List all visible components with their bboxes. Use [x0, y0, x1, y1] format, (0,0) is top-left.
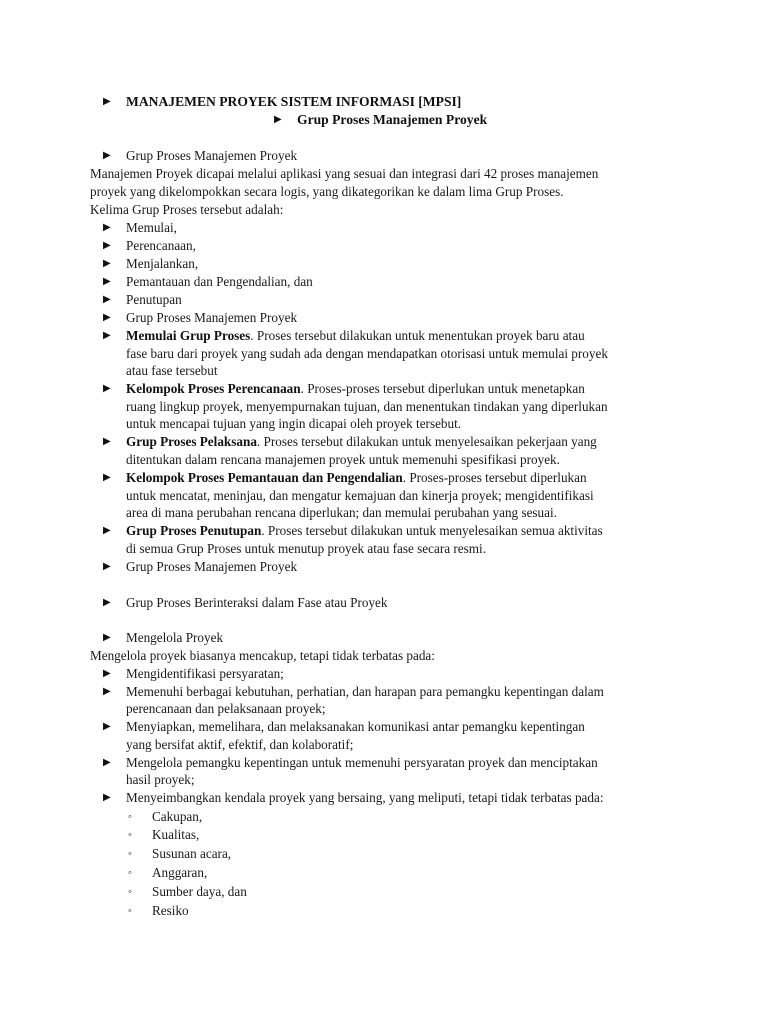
group-text: . Proses-proses tersebut diperlukan untuk menetapkan — [300, 381, 585, 396]
list-item: yang bersifat aktif, efektif, dan kolaboratif; — [126, 737, 354, 752]
sub-list-item: Susunan acara, — [152, 846, 232, 861]
list-item: Penutupan — [126, 292, 182, 307]
arrow-bullet-icon: ▶ — [103, 632, 111, 643]
section-heading: Grup Proses Berinteraksi dalam Fase atau Proyek — [126, 595, 388, 610]
arrow-bullet-icon: ▶ — [103, 240, 111, 251]
group-text: . Proses tersebut dilakukan untuk menyelesaikan semua aktivitas — [261, 523, 603, 538]
list-item: Memulai, — [126, 220, 177, 235]
group-item — [126, 470, 587, 486]
group-text: ruang lingkup proyek, menyempurnakan tujuan, dan menentukan tindakan yang diperlukan — [126, 399, 608, 414]
arrow-bullet-icon: ▶ — [103, 330, 111, 341]
group-item — [126, 434, 597, 450]
list-item: Mengidentifikasi persyaratan; — [126, 666, 284, 681]
group-text: area di mana perubahan rencana diperlukan; dan memulai perubahan yang sesuai. — [126, 505, 557, 520]
list-item: Menyeimbangkan kendala proyek yang bersaing, yang meliputi, tetapi tidak terbatas pada: — [126, 790, 604, 805]
sub-list-item: Anggaran, — [152, 865, 208, 880]
group-term: Kelompok Proses Perencanaan — [126, 381, 301, 396]
group-item — [126, 381, 585, 397]
doc-subtitle: Grup Proses Manajemen Proyek — [297, 112, 488, 127]
section-heading: Grup Proses Manajemen Proyek — [126, 559, 298, 574]
group-text: untuk mencapai tujuan yang ingin dicapai oleh proyek tersebut. — [126, 416, 462, 431]
paragraph-line: Manajemen Proyek dicapai melalui aplikasi yang sesuai dan integrasi dari 42 proses manajemen — [90, 166, 599, 181]
list-item: Mengelola pemangku kepentingan untuk memenuhi persyaratan proyek dan menciptakan — [126, 755, 598, 770]
list-item: hasil proyek; — [126, 772, 195, 787]
arrow-bullet-icon: ▶ — [103, 96, 111, 107]
paragraph-line: proyek yang dikelompokkan secara logis, yang dikategorikan ke dalam lima Grup Proses. — [90, 184, 564, 199]
sub-list-item: Sumber daya, dan — [152, 884, 247, 899]
group-text: . Proses tersebut dilakukan untuk menentukan proyek baru atau — [250, 328, 585, 343]
list-item: Menjalankan, — [126, 256, 199, 271]
arrow-bullet-icon: ▶ — [103, 294, 111, 305]
circle-bullet-icon: ◦ — [128, 829, 132, 841]
arrow-bullet-icon: ▶ — [103, 436, 111, 447]
arrow-bullet-icon: ▶ — [103, 276, 111, 287]
sub-list-item: Cakupan, — [152, 809, 203, 824]
arrow-bullet-icon: ▶ — [103, 472, 111, 483]
circle-bullet-icon: ◦ — [128, 811, 132, 823]
group-text: fase baru dari proyek yang sudah ada dengan mendapatkan otorisasi untuk memulai proyek — [126, 346, 608, 361]
doc-title: MANAJEMEN PROYEK SISTEM INFORMASI [MPSI] — [126, 94, 462, 109]
group-text: . Proses tersebut dilakukan untuk menyelesaikan pekerjaan yang — [256, 434, 597, 449]
arrow-bullet-icon: ▶ — [103, 597, 111, 608]
paragraph-line: Mengelola proyek biasanya mencakup, tetapi tidak terbatas pada: — [90, 648, 435, 663]
arrow-bullet-icon: ▶ — [103, 721, 111, 732]
circle-bullet-icon: ◦ — [128, 867, 132, 879]
arrow-bullet-icon: ▶ — [103, 150, 111, 161]
group-term: Grup Proses Penutupan — [126, 523, 262, 538]
arrow-bullet-icon: ▶ — [274, 114, 282, 125]
group-term: Kelompok Proses Pemantauan dan Pengendalian — [126, 470, 403, 485]
arrow-bullet-icon: ▶ — [103, 525, 111, 536]
arrow-bullet-icon: ▶ — [103, 668, 111, 679]
group-text: atau fase tersebut — [126, 363, 218, 378]
group-text: ditentukan dalam rencana manajemen proyek untuk memenuhi spesifikasi proyek. — [126, 452, 560, 467]
section-heading: Grup Proses Manajemen Proyek — [126, 148, 298, 163]
arrow-bullet-icon: ▶ — [103, 561, 111, 572]
list-item: perencanaan dan pelaksanaan proyek; — [126, 701, 326, 716]
list-item: Pemantauan dan Pengendalian, dan — [126, 274, 313, 289]
group-item — [126, 328, 585, 344]
list-item: Perencanaan, — [126, 238, 196, 253]
group-text: untuk mencatat, meninjau, dan mengatur kemajuan dan kinerja proyek; mengidentifikasi — [126, 488, 594, 503]
group-item — [126, 523, 603, 539]
group-text: . Proses-proses tersebut diperlukan — [402, 470, 587, 485]
sub-list-item: Resiko — [152, 903, 189, 918]
arrow-bullet-icon: ▶ — [103, 258, 111, 269]
section-heading: Mengelola Proyek — [126, 630, 224, 645]
arrow-bullet-icon: ▶ — [103, 312, 111, 323]
circle-bullet-icon: ◦ — [128, 848, 132, 860]
arrow-bullet-icon: ▶ — [103, 757, 111, 768]
list-item: Memenuhi berbagai kebutuhan, perhatian, dan harapan para pemangku kepentingan dalam — [126, 684, 604, 699]
arrow-bullet-icon: ▶ — [103, 222, 111, 233]
paragraph-line: Kelima Grup Proses tersebut adalah: — [90, 202, 284, 217]
arrow-bullet-icon: ▶ — [103, 792, 111, 803]
circle-bullet-icon: ◦ — [128, 905, 132, 917]
group-term: Memulai Grup Proses — [126, 328, 251, 343]
section-heading: Grup Proses Manajemen Proyek — [126, 310, 298, 325]
circle-bullet-icon: ◦ — [128, 886, 132, 898]
arrow-bullet-icon: ▶ — [103, 383, 111, 394]
arrow-bullet-icon: ▶ — [103, 686, 111, 697]
sub-list-item: Kualitas, — [152, 827, 200, 842]
group-term: Grup Proses Pelaksana — [126, 434, 257, 449]
list-item: Menyiapkan, memelihara, dan melaksanakan komunikasi antar pemangku kepentingan — [126, 719, 585, 734]
group-text: di semua Grup Proses untuk menutup proyek atau fase secara resmi. — [126, 541, 486, 556]
